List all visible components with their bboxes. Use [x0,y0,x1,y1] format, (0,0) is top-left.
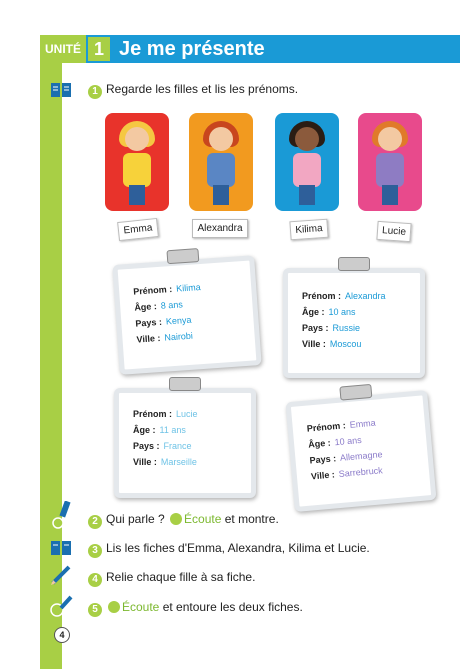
book-icon [51,541,71,555]
unit-number: 1 [88,37,110,61]
legs [299,185,315,205]
ear-pencil-icon [49,594,73,618]
exercise-text-after: et montre. [224,512,279,526]
badge-row-prenom: Prénom : Lucie [133,409,198,419]
badge-row-age: Âge : 8 ans [134,299,184,313]
face [295,127,319,151]
badge-row-pays: Pays : France [133,441,192,451]
id-badge [112,255,261,375]
page-title: Je me présente [119,38,265,60]
id-badge [283,268,425,378]
exercise-number: 5 [88,603,102,617]
name-tag-kilima: Kilima [289,219,328,241]
exercise-number: 4 [88,573,102,587]
exercise-number: 1 [88,85,102,99]
badge-row-age: Âge : 10 ans [302,307,356,317]
badge-row-pays: Pays : Allemagne [309,449,383,466]
exercise-number: 3 [88,544,102,558]
badge-row-ville: Ville : Sarrebruck [310,465,384,482]
exercise-text-after: et entoure les deux fiches. [162,600,303,614]
exercise-2 [88,512,279,529]
girl-card-emma [105,113,169,211]
badge-clip [339,384,372,401]
exercise-highlight: Écoute [122,600,160,614]
badge-row-ville: Ville : Nairobi [136,330,194,345]
badge-clip [169,377,201,391]
audio-icon[interactable] [170,513,182,525]
exercise-text: Relie chaque fille à sa fiche. [106,570,256,584]
body [207,153,235,187]
body [293,153,321,187]
badge-row-age: Âge : 10 ans [307,434,363,450]
badge-row-ville: Ville : Marseille [133,457,197,467]
page-number: 4 [54,627,70,643]
girl-card-kilima [275,113,339,211]
girl-card-lucie [358,113,422,211]
exercise-text: Regarde les filles et lis les prénoms. [106,82,299,96]
exercise-3 [88,541,370,558]
badge-row-pays: Pays : Russie [302,323,361,333]
badge-row-prenom: Prénom : Alexandra [302,291,386,301]
exercise-4 [88,570,255,587]
body [123,153,151,187]
side-band-top [40,0,62,35]
face [125,127,149,151]
ear-pencil-icon [52,501,72,529]
pencil-icon [50,564,72,586]
face [378,127,402,151]
exercise-1 [88,82,298,99]
legs [382,185,398,205]
exercise-text: Lis les fiches d'Emma, Alexandra, Kilima et Lucie. [106,541,370,555]
face [209,127,233,151]
body [376,153,404,187]
badge-clip [338,257,370,271]
legs [129,185,145,205]
exercise-text: Qui parle ? [106,512,165,526]
name-tag-alexandra: Alexandra [192,219,248,238]
audio-icon[interactable] [108,601,120,613]
badge-clip [166,248,199,264]
badge-row-age: Âge : 11 ans [133,425,186,435]
exercise-5 [88,600,303,617]
badge-row-ville: Ville : Moscou [302,339,362,349]
id-badge [285,390,436,512]
badge-row-pays: Pays : Kenya [135,314,192,329]
name-tag-lucie: Lucie [376,221,411,242]
book-icon [51,83,71,97]
legs [213,185,229,205]
id-badge [114,388,256,498]
girl-card-alexandra [189,113,253,211]
exercise-highlight: Écoute [184,512,222,526]
name-tag-emma: Emma [117,218,159,241]
exercise-number: 2 [88,515,102,529]
unit-label: UNITÉ [40,35,86,63]
badge-row-prenom: Prénom : Kilima [132,281,201,297]
badge-row-prenom: Prénom : Emma [306,417,377,434]
